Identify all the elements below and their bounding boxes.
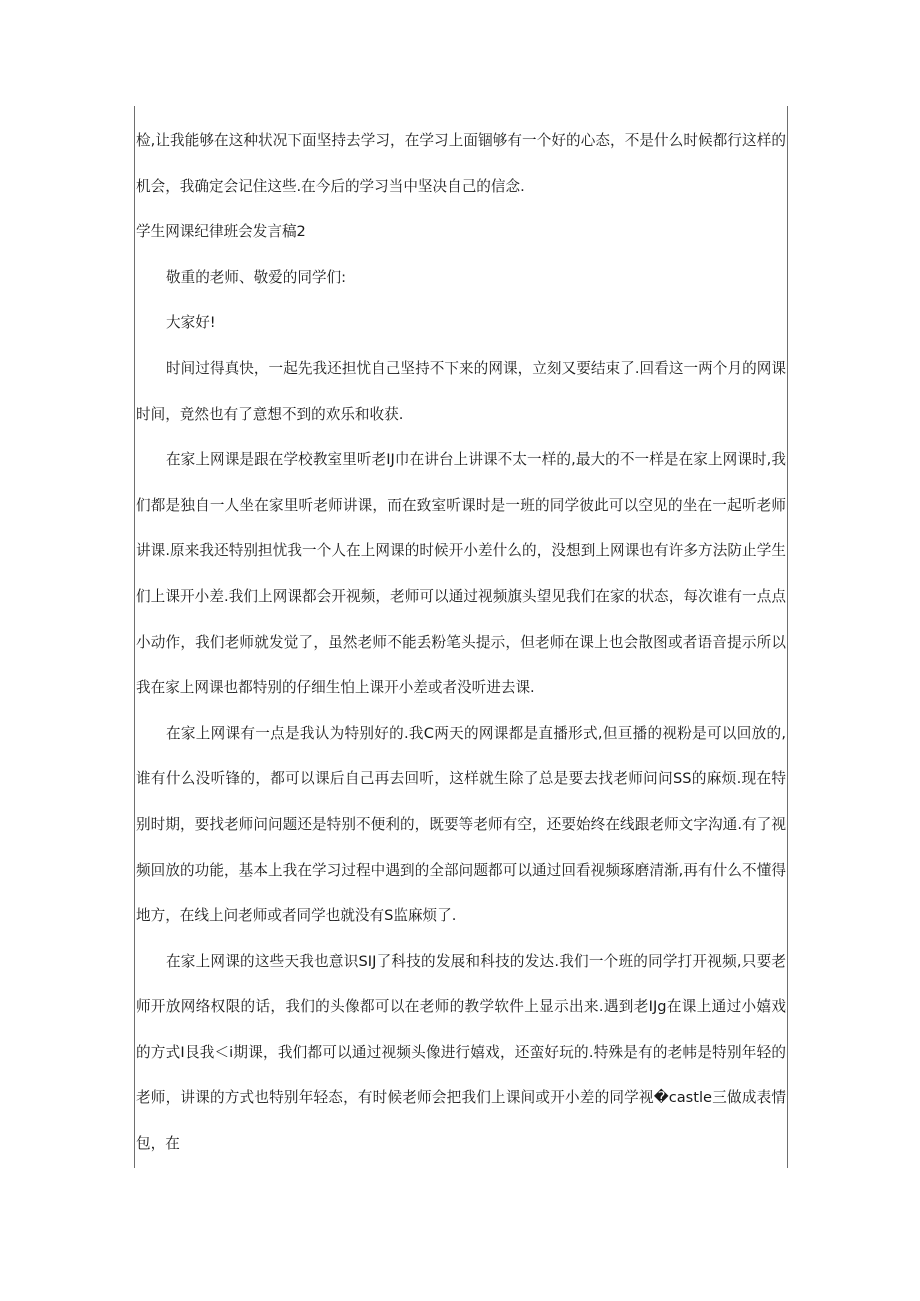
- right-margin-rule: [787, 106, 788, 1168]
- paragraph: 大家好!: [166, 314, 216, 332]
- paragraph: 在家上网课的这些天我也意识SIJ了科技的发展和科技的发达.我们一个班的同学打开视频,只要老师开放网络权限的话，我们的头像都可以在老师的教学软件上显示出来.遇到老IJg在课上通过小嬉戏的方式I艮我＜i期课，我们都可以通过视频头像进行嬉戏，还蛮好玩的.特殊是有的老帏是特别年轻的老师，讲课的方式也特别年轻态，有时候老师会把我们上课间或开小差的同学视�castle三做成表情包，在: [136, 952, 786, 1153]
- document-body: [136, 118, 786, 1167]
- paragraph: 检,让我能够在这种状况下面坚持去学习，在学习上面锢够有一个好的心态，不是什么时候都行这样的机会，我确定会记住这些.在今后的学习当中坚决自己的信念.: [136, 132, 786, 195]
- left-margin-rule: [134, 106, 135, 1168]
- paragraph: 敬重的老师、敬爱的同学们:: [166, 268, 347, 286]
- paragraph: 时间过得真快，一起先我还担忧自己坚持不下来的网课，立刻又要结束了.回看这一两个月的网课时间，竟然也有了意想不到的欢乐和收获.: [136, 359, 786, 423]
- paragraph: 在家上网课是跟在学校教室里听老IJ巾在讲台上讲课不太一样的,最大的不一样是在家上网课时,我们都是独自一人坐在家里听老师讲课，而在致室听课时是一班的同学彼此可以空见的坐在一起听老师讲课.原来我还特别担忧我一个人在上网课的时候开小差什么的，没想到上网课也有许多方法防止学生们上课开小差.我们上网课都会开视频，老师可以通过视频旗头望见我们在家的状态，每次谁有一点点小动作，我们老师就发觉了，虽然老师不能丢粉笔头提示，但老师在课上也会散图或者语音提示所以我在家上网课也都特别的仔细生怕上课开小差或者没听进去课.: [136, 451, 786, 697]
- section-heading: 学生网课纪律班会发言稿2: [136, 223, 306, 241]
- paragraph: 在家上网课有一点是我认为特别好的.我C两天的网课都是直播形式,但亘播的视粉是可以回放的,谁有什么没听锋的，都可以课后自己再去回听，这样就生除了总是要去找老师问问SS的麻烦.现在特别时期，要找老师问问题还是特别不便利的，既要等老师有空，还要始终在线跟老师文字沟通.有了视频回放的功能，基本上我在学习过程中遇到的全部问题都可以通过回看视频琢磨清渐,再有什么不懂得地方，在线上问老师或者同学也就没有S监麻烦了.: [136, 724, 786, 925]
